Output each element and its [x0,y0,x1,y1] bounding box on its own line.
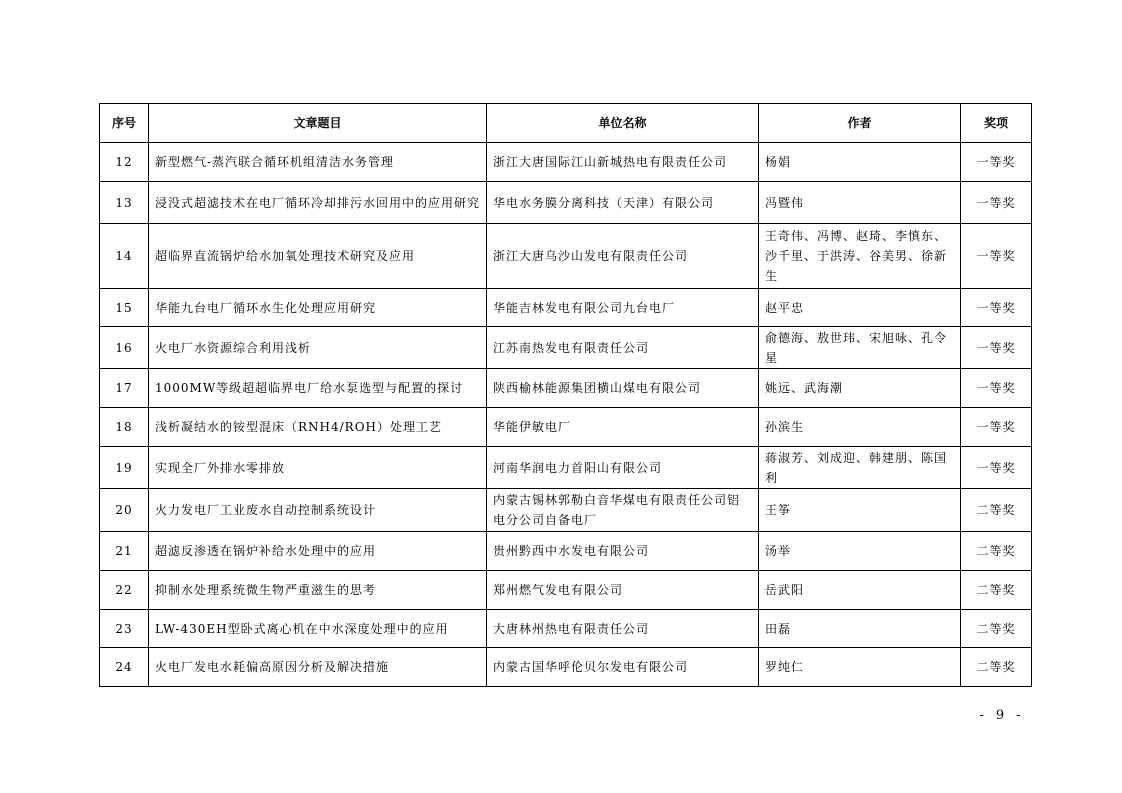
cell-author: 王奇伟、冯博、赵琦、李慎东、沙千里、于洪涛、谷美男、徐新生 [759,224,961,289]
table-row [100,289,1032,327]
cell-unit: 江苏南热发电有限责任公司 [487,327,759,369]
cell-prize: 二等奖 [961,648,1032,687]
cell-title: 超临界直流锅炉给水加氧处理技术研究及应用 [149,224,487,289]
header-prize: 奖项 [961,104,1032,143]
cell-title: 超滤反渗透在锅炉补给水处理中的应用 [149,532,487,571]
cell-no: 20 [100,489,149,532]
cell-no: 13 [100,182,149,224]
cell-title: 浅析凝结水的铵型混床（RNH4/ROH）处理工艺 [149,408,487,447]
table-row [100,224,1032,289]
cell-prize: 一等奖 [961,408,1032,447]
cell-title: 浸没式超滤技术在电厂循环冷却排污水回用中的应用研究 [149,182,487,224]
cell-author: 姚远、武海潮 [759,369,961,408]
cell-unit: 河南华润电力首阳山有限公司 [487,447,759,489]
cell-unit: 华能吉林发电有限公司九台电厂 [487,289,759,327]
cell-no: 22 [100,571,149,610]
cell-unit: 郑州燃气发电有限公司 [487,571,759,610]
cell-title: 华能九台电厂循环水生化处理应用研究 [149,289,487,327]
cell-title: 新型燃气-蒸汽联合循环机组清洁水务管理 [149,143,487,182]
header-title: 文章题目 [149,104,487,143]
cell-no: 12 [100,143,149,182]
cell-author: 王筝 [759,489,961,532]
cell-unit: 浙江大唐乌沙山发电有限责任公司 [487,224,759,289]
cell-author: 赵平忠 [759,289,961,327]
cell-title: 实现全厂外排水零排放 [149,447,487,489]
header-unit: 单位名称 [487,104,759,143]
cell-prize: 一等奖 [961,143,1032,182]
cell-author: 汤举 [759,532,961,571]
awards-table-container [99,103,1032,687]
cell-prize: 一等奖 [961,224,1032,289]
cell-no: 16 [100,327,149,369]
cell-no: 17 [100,369,149,408]
cell-title: 火力发电厂工业废水自动控制系统设计 [149,489,487,532]
table-row [100,408,1032,447]
table-row [100,532,1032,571]
cell-unit: 华能伊敏电厂 [487,408,759,447]
table-row [100,327,1032,369]
cell-prize: 一等奖 [961,369,1032,408]
cell-title: 火电厂发电水耗偏高原因分析及解决措施 [149,648,487,687]
cell-unit: 内蒙古国华呼伦贝尔发电有限公司 [487,648,759,687]
cell-title: 抑制水处理系统微生物严重滋生的思考 [149,571,487,610]
table-header-row [100,104,1032,143]
cell-title: 1000MW等级超超临界电厂给水泵选型与配置的探讨 [149,369,487,408]
cell-no: 14 [100,224,149,289]
table-row [100,447,1032,489]
cell-unit: 贵州黔西中水发电有限公司 [487,532,759,571]
cell-unit: 大唐林州热电有限责任公司 [487,610,759,648]
table-row [100,143,1032,182]
page-number: - 9 - [979,708,1025,723]
cell-no: 23 [100,610,149,648]
cell-no: 21 [100,532,149,571]
awards-table [99,103,1032,687]
cell-prize: 二等奖 [961,532,1032,571]
cell-no: 15 [100,289,149,327]
cell-author: 冯暨伟 [759,182,961,224]
cell-author: 罗纯仁 [759,648,961,687]
table-row [100,610,1032,648]
table-row [100,182,1032,224]
cell-prize: 二等奖 [961,489,1032,532]
table-row [100,571,1032,610]
cell-author: 俞德海、敖世玮、宋旭咏、孔令星 [759,327,961,369]
cell-prize: 二等奖 [961,610,1032,648]
cell-prize: 一等奖 [961,289,1032,327]
cell-unit: 华电水务膜分离科技（天津）有限公司 [487,182,759,224]
cell-prize: 二等奖 [961,571,1032,610]
cell-title: 火电厂水资源综合利用浅析 [149,327,487,369]
header-author: 作者 [759,104,961,143]
header-no: 序号 [100,104,149,143]
cell-author: 田磊 [759,610,961,648]
cell-author: 岳武阳 [759,571,961,610]
cell-no: 24 [100,648,149,687]
cell-title: LW-430EH型卧式离心机在中水深度处理中的应用 [149,610,487,648]
table-row [100,369,1032,408]
cell-prize: 一等奖 [961,447,1032,489]
cell-unit: 浙江大唐国际江山新城热电有限责任公司 [487,143,759,182]
cell-author: 孙滨生 [759,408,961,447]
cell-prize: 一等奖 [961,182,1032,224]
cell-unit: 内蒙古锡林郭勒白音华煤电有限责任公司铝电分公司自备电厂 [487,489,759,532]
cell-author: 蒋淑芳、刘成迎、韩建朋、陈国利 [759,447,961,489]
cell-no: 19 [100,447,149,489]
cell-author: 杨娟 [759,143,961,182]
cell-unit: 陕西榆林能源集团横山煤电有限公司 [487,369,759,408]
table-row [100,489,1032,532]
cell-no: 18 [100,408,149,447]
cell-prize: 一等奖 [961,327,1032,369]
table-row [100,648,1032,687]
